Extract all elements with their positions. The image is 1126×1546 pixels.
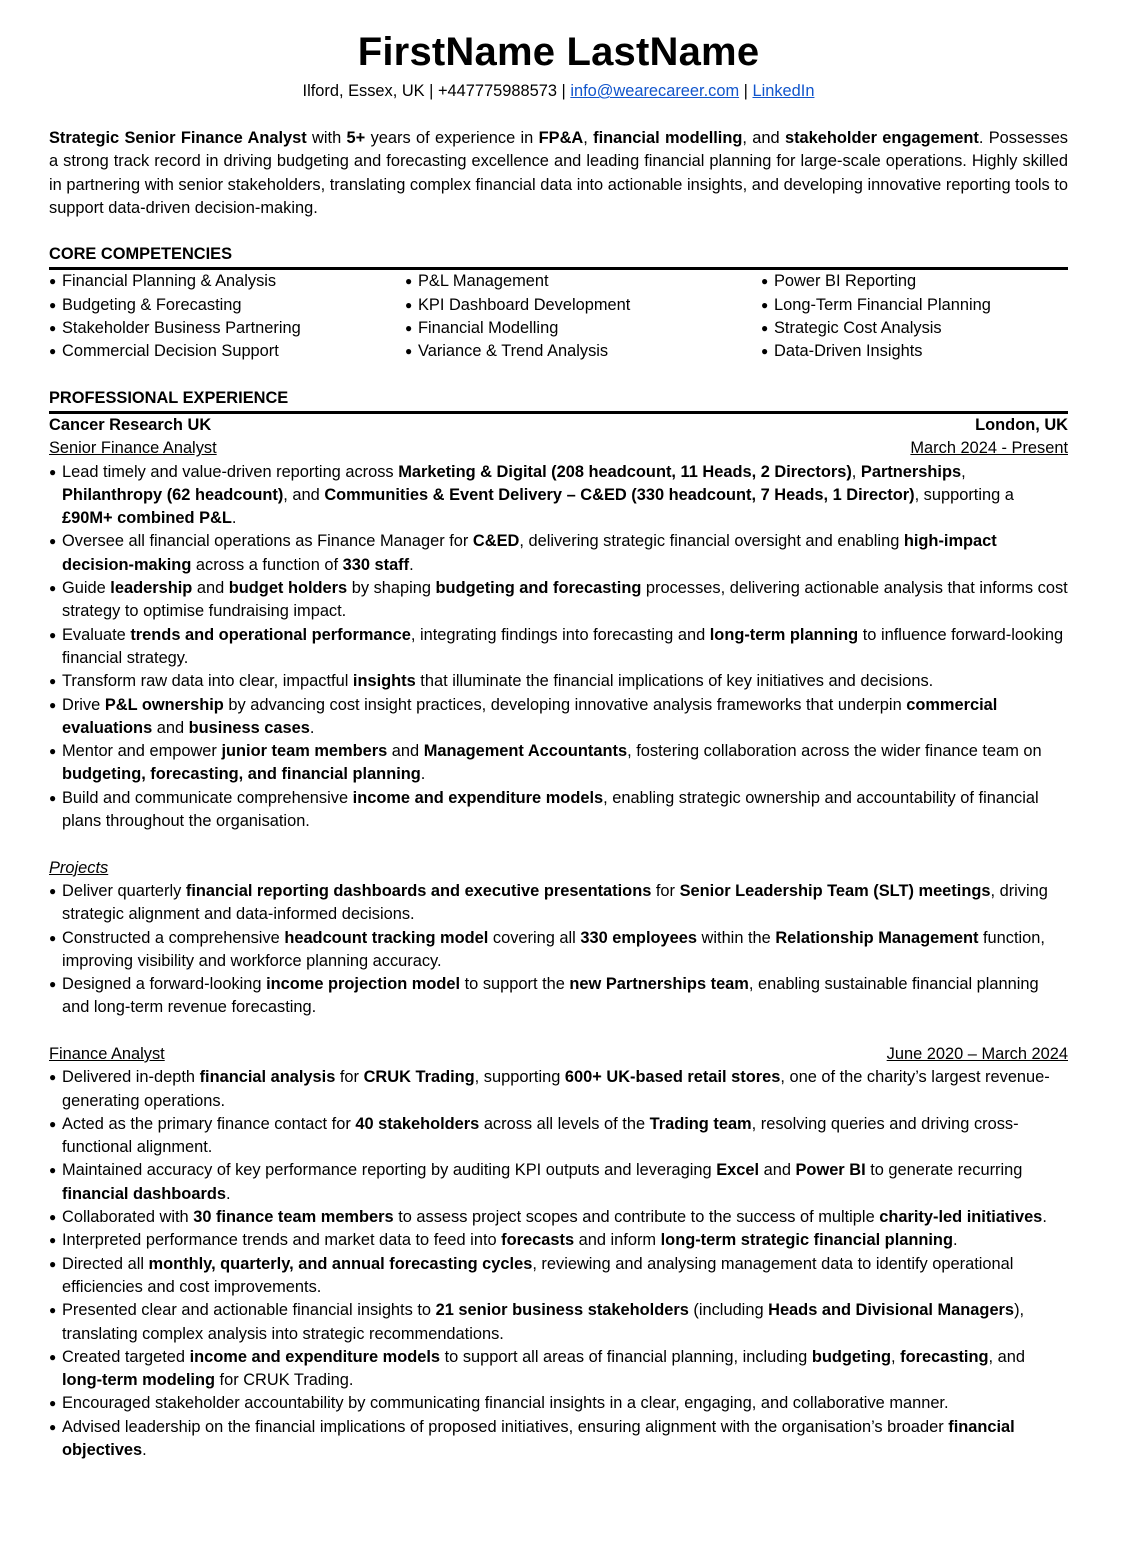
bold-text: income and expenditure models [189, 1347, 441, 1366]
text: . [225, 1184, 231, 1203]
text: . [142, 1441, 147, 1460]
bold-text: new Partnerships team [569, 975, 749, 994]
text: , reviewing and analysing management data to identify operational efficiencies and cost improvements. [62, 1254, 1014, 1296]
bold-text: financial analysis [199, 1068, 336, 1087]
bullet-item [49, 1253, 1068, 1300]
bullet-item [49, 624, 1068, 671]
bold-text: financial dashboards [62, 1184, 226, 1203]
bold-text: business cases [188, 718, 310, 737]
bold-text: Partnerships [860, 462, 962, 481]
text: function, improving visibility and workforce planning accuracy. [62, 928, 1045, 970]
text: Maintained accuracy of key performance reporting by auditing KPI outputs and leveraging [62, 1161, 717, 1180]
text: . [1042, 1208, 1047, 1227]
bold-text: 600+ UK-based retail stores [564, 1068, 781, 1087]
text: for [335, 1068, 364, 1087]
text: and inform [574, 1231, 661, 1250]
bold-text: headcount tracking model [284, 928, 489, 947]
text: for [651, 881, 680, 900]
bold-text: 330 staff [342, 555, 410, 574]
phone: +447775988573 [437, 82, 557, 100]
text: . Possesses a strong track record in driving budgeting and forecasting excellence and leading financial planning for large-scale operations. Highly skilled in partnering with senior stakeholders, translating complex financial data into actionable insights, and developing innovative reporting tools to support data-driven decision-making. [49, 129, 1069, 217]
bold-text: 21 senior business stakeholders [435, 1301, 689, 1320]
company-location: London, UK [975, 415, 1068, 434]
text: (including [688, 1301, 769, 1320]
projects-label: Projects [49, 858, 109, 877]
professional-experience-heading: PROFESSIONAL EXPERIENCE [49, 387, 1068, 414]
text: Drive [62, 695, 105, 714]
text: Delivered in-depth [62, 1068, 200, 1087]
spacer [49, 1020, 1068, 1043]
text: Collaborated with [62, 1208, 194, 1227]
text: to support all areas of financial planning, including [440, 1347, 812, 1366]
role-row [49, 1043, 1068, 1066]
bold-text: 40 stakeholders [355, 1114, 480, 1133]
text: . [231, 509, 237, 528]
bold-text: 5+ [346, 129, 366, 147]
bold-text: high-impact decision-making [62, 532, 997, 574]
bold-text: financial objectives [62, 1417, 1015, 1460]
role-title: Senior Finance Analyst [49, 439, 217, 458]
professional-summary [49, 127, 1068, 220]
text: , enabling strategic ownership and accountability of financial plans throughout the organisation. [62, 788, 1039, 831]
bullet-item [49, 1229, 1068, 1252]
text: . [952, 1231, 958, 1250]
text: to support the [460, 975, 570, 994]
competency-column [405, 270, 761, 363]
competency-item: ● Budgeting & Forecasting [49, 294, 405, 317]
bold-text: Marketing & Digital (208 headcount, 11 Heads, 2 Directors) [398, 462, 852, 481]
bold-text: trends and operational performance [130, 625, 411, 644]
text: , [583, 129, 594, 147]
bold-text: Excel [716, 1161, 760, 1180]
text: , delivering strategic financial oversight and enabling [519, 532, 904, 551]
text: , one of the charity’s largest revenue-generating operations. [62, 1068, 1050, 1110]
employer-row [49, 414, 1068, 437]
bullet-item [49, 670, 1068, 693]
competency-item: ● Commercial Decision Support [49, 340, 405, 363]
text: ), translating complex analysis into strategic recommendations. [62, 1301, 1025, 1343]
bold-text: budgeting, forecasting, and financial planning [62, 765, 421, 784]
text: to generate recurring [865, 1161, 1023, 1180]
competency-item: ● Financial Planning & Analysis [49, 270, 405, 293]
text: Acted as the primary finance contact for [62, 1114, 356, 1133]
text: , supporting a [914, 485, 1014, 504]
text: across a function of [191, 555, 343, 574]
competency-column [49, 270, 405, 363]
role-bullets [49, 461, 1068, 834]
text: across all levels of the [479, 1114, 650, 1133]
text: Transform raw data into clear, impactful [62, 672, 353, 691]
text: and [387, 742, 424, 761]
bold-text: monthly, quarterly, and annual forecasting cycles [148, 1254, 533, 1273]
candidate-name: FirstName LastName [357, 30, 760, 74]
competency-column [761, 270, 1068, 363]
text: Mentor and empower [62, 742, 222, 761]
text: years of experience in [365, 129, 539, 147]
bold-text: junior team members [221, 742, 388, 761]
core-competencies-heading: CORE COMPETENCIES [49, 243, 1068, 270]
competency-item: ● P&L Management [405, 270, 761, 293]
separator: | [424, 82, 438, 100]
separator: | [739, 82, 753, 100]
text: , resolving queries and driving cross-functional alignment. [62, 1114, 1019, 1157]
bullet-item [49, 694, 1068, 741]
bold-text: stakeholder engagement [784, 129, 979, 147]
text: , driving strategic alignment and data-informed decisions. [62, 881, 1048, 924]
text: that illuminate the financial implications of key initiatives and decisions. [415, 672, 934, 691]
text: covering all [488, 928, 581, 947]
text: by shaping [347, 579, 436, 598]
location: Ilford, Essex, UK [302, 82, 425, 100]
bullet-item [49, 1392, 1068, 1415]
bold-text: Heads and Divisional Managers [768, 1301, 1015, 1320]
bold-text: long-term planning [709, 625, 859, 644]
bold-text: leadership [110, 579, 193, 598]
competency-item: ● Variance & Trend Analysis [405, 340, 761, 363]
competency-item: ● Power BI Reporting [761, 270, 1068, 293]
bullet-item [49, 1206, 1068, 1229]
bold-text: 330 employees [580, 928, 697, 947]
bullet-item [49, 1113, 1068, 1160]
text: Build and communicate comprehensive [62, 788, 353, 807]
bold-text: long-term strategic financial planning [660, 1231, 953, 1250]
bullet-item [49, 740, 1068, 787]
text: . [409, 555, 414, 574]
text: , and [283, 485, 325, 504]
bullet-item [49, 787, 1068, 834]
text: . [309, 718, 315, 737]
bold-text: Strategic Senior Finance Analyst [49, 129, 307, 147]
project-bullets [49, 880, 1068, 1020]
bold-text: budgeting [811, 1347, 892, 1366]
bullet-item [49, 1299, 1068, 1346]
text: with [306, 129, 347, 147]
bold-text: insights [352, 672, 416, 691]
bold-text: Trading team [649, 1114, 752, 1133]
text: , [851, 462, 861, 481]
role-dates: June 2020 – March 2024 [886, 1044, 1068, 1063]
text: Lead timely and value-driven reporting across [62, 462, 399, 481]
text: Constructed a comprehensive [62, 928, 285, 947]
bullet-item [49, 1346, 1068, 1393]
bold-text: forecasts [501, 1231, 575, 1250]
bold-text: Relationship Management [775, 928, 979, 947]
text: , [961, 462, 966, 481]
text: Deliver quarterly [62, 881, 186, 900]
separator: | [556, 82, 571, 100]
bold-text: budgeting and forecasting [435, 579, 642, 598]
text: Presented clear and actionable financial insights to [62, 1301, 436, 1320]
email-link[interactable]: info@wearecareer.com [570, 82, 740, 100]
text: and [192, 579, 229, 598]
text: and [152, 718, 189, 737]
bold-text: long-term modeling [62, 1371, 215, 1390]
bold-text: Communities & Event Delivery – C&ED (330 headcount, 7 Heads, 1 Director) [324, 485, 915, 504]
bullet-item [49, 530, 1068, 577]
text: to assess project scopes and contribute to the success of multiple [393, 1208, 880, 1227]
bullet-item [49, 461, 1068, 531]
bold-text: P&L ownership [104, 695, 224, 714]
bold-text: charity-led initiatives [879, 1208, 1043, 1227]
text: , and [742, 129, 785, 147]
bold-text: FP&A [538, 129, 584, 147]
role-title: Finance Analyst [49, 1044, 165, 1063]
text: Interpreted performance trends and market data to feed into [62, 1231, 502, 1250]
bullet-item [49, 973, 1068, 1020]
bold-text: financial reporting dashboards and executive presentations [185, 881, 652, 900]
text: , [891, 1347, 901, 1366]
text: , supporting [474, 1068, 565, 1087]
linkedin-link[interactable]: LinkedIn [752, 82, 815, 100]
text: within the [696, 928, 776, 947]
bullet-item [49, 1159, 1068, 1206]
text: , and [988, 1347, 1025, 1366]
text: Directed all [62, 1254, 149, 1273]
spacer [49, 833, 1068, 856]
bold-text: CRUK Trading [363, 1068, 475, 1087]
bullet-item [49, 577, 1068, 624]
role-dates: March 2024 - Present [910, 439, 1068, 458]
text: Oversee all financial operations as Finance Manager for [62, 532, 473, 551]
bold-text: income and expenditure models [352, 788, 604, 807]
text: Created targeted [62, 1347, 190, 1366]
bold-text: forecasting [900, 1347, 989, 1366]
bold-text: budget holders [228, 579, 348, 598]
bullet-item [49, 1066, 1068, 1113]
bold-text: commercial evaluations [62, 695, 998, 737]
text: for CRUK Trading. [214, 1371, 354, 1390]
bold-text: C&ED [472, 532, 520, 551]
resume-content [49, 28, 1068, 1462]
role-bullets [49, 1066, 1068, 1462]
competency-item: ● Strategic Cost Analysis [761, 317, 1068, 340]
bold-text: income projection model [266, 975, 461, 994]
text: Designed a forward-looking [62, 975, 267, 994]
text: processes, delivering actionable analysis that informs cost strategy to optimise fundraising impact. [62, 579, 1068, 621]
competency-item: ● KPI Dashboard Development [405, 294, 761, 317]
text: to influence forward-looking financial strategy. [62, 625, 1064, 667]
text: Encouraged stakeholder accountability by communicating financial insights in a clear, engaging, and collaborative manner. [62, 1394, 949, 1413]
text: Guide [62, 579, 111, 598]
bold-text: financial modelling [593, 129, 743, 147]
competencies-grid [49, 270, 1068, 363]
bullet-item [49, 927, 1068, 974]
competency-item: ● Financial Modelling [405, 317, 761, 340]
text: . [420, 765, 426, 784]
bullet-item [49, 1416, 1068, 1463]
text: by advancing cost insight practices, developing innovative analysis frameworks that underpin [223, 695, 907, 714]
bold-text: Senior Leadership Team (SLT) meetings [679, 881, 991, 900]
bullet-item [49, 880, 1068, 927]
company-name: Cancer Research UK [49, 415, 212, 434]
bold-text: Management Accountants [423, 742, 628, 761]
bold-text: £90M+ combined P&L [62, 509, 232, 528]
contact-line [49, 79, 1068, 103]
bold-text: Philanthropy (62 headcount) [62, 485, 284, 504]
text: , integrating findings into forecasting and [410, 625, 710, 644]
competency-item: ● Stakeholder Business Partnering [49, 317, 405, 340]
role-row [49, 437, 1068, 460]
bold-text: Power BI [795, 1161, 866, 1180]
text: , enabling sustainable financial planning and long-term revenue forecasting. [62, 975, 1039, 1017]
text: and [759, 1161, 796, 1180]
text: Advised leadership on the financial implications of proposed initiatives, ensuring alignment with the organisation’s broader [62, 1417, 949, 1436]
competency-item: ● Data-Driven Insights [761, 340, 1068, 363]
competency-item: ● Long-Term Financial Planning [761, 294, 1068, 317]
text: , fostering collaboration across the wider finance team on [627, 742, 1042, 761]
bold-text: 30 finance team members [193, 1208, 394, 1227]
text: Evaluate [62, 625, 131, 644]
